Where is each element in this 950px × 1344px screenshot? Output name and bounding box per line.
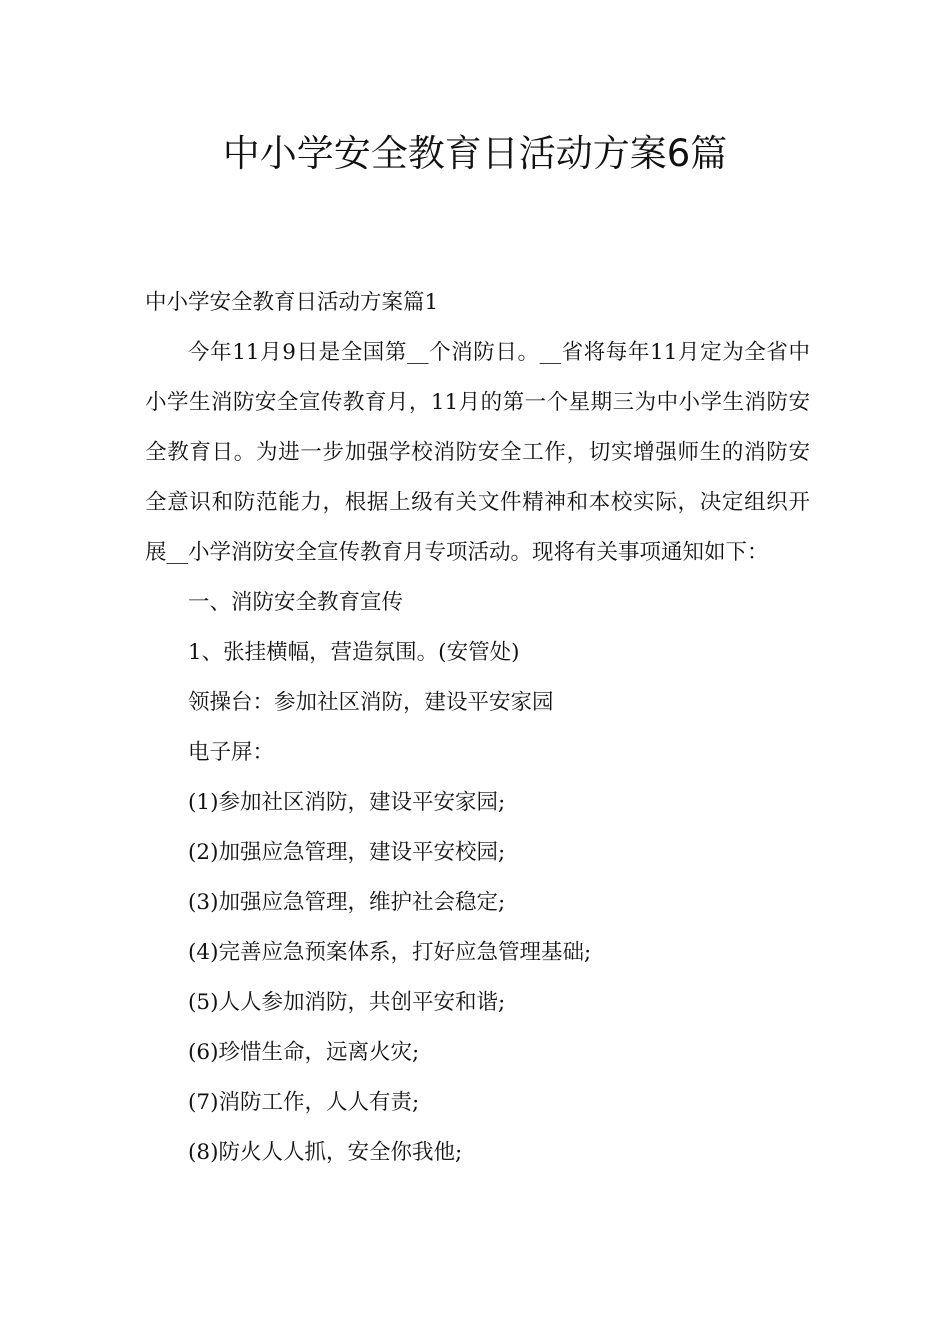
slogan-item: (3)加强应急管理，维护社会稳定; [188, 890, 506, 915]
slogan-item: (5)人人参加消防，共创平安和谐; [188, 990, 506, 1015]
podium-line: 领操台：参加社区消防，建设平安家园 [188, 690, 554, 715]
slogan-item: (8)防火人人抓，安全你我他; [188, 1140, 463, 1165]
slogan-item: (6)珍惜生命，远离火灾; [188, 1040, 420, 1065]
item-one: 1、张挂横幅，营造氛围。(安管处) [188, 640, 520, 665]
intro-paragraph: 今年11月9日是全国第__个消防日。__省将每年11月定为全省中小学生消防安全宣传教育月，11月的第一个星期三为中小学生消防安全教育日。为进一步加强学校消防安全工作，切实增强师生的消防安全意识和防范能力，根据上级有关文件精神和本校实际，决定组织开展__小学消防安全宣传教育月专项活动。现将有关事项通知如下： [145, 340, 810, 565]
document-title: 中小学安全教育日活动方案6篇 [222, 132, 728, 175]
document-body [145, 278, 810, 1178]
section-heading: 中小学安全教育日活动方案篇1 [145, 290, 439, 315]
slogan-item: (4)完善应急预案体系，打好应急管理基础; [188, 940, 592, 965]
slogan-item: (2)加强应急管理，建设平安校园; [188, 840, 506, 865]
slogan-item: (1)参加社区消防，建设平安家园; [188, 790, 506, 815]
part-one-heading: 一、消防安全教育宣传 [188, 590, 404, 615]
slogan-item: (7)消防工作，人人有责; [188, 1090, 420, 1115]
screen-label: 电子屏： [188, 740, 275, 765]
